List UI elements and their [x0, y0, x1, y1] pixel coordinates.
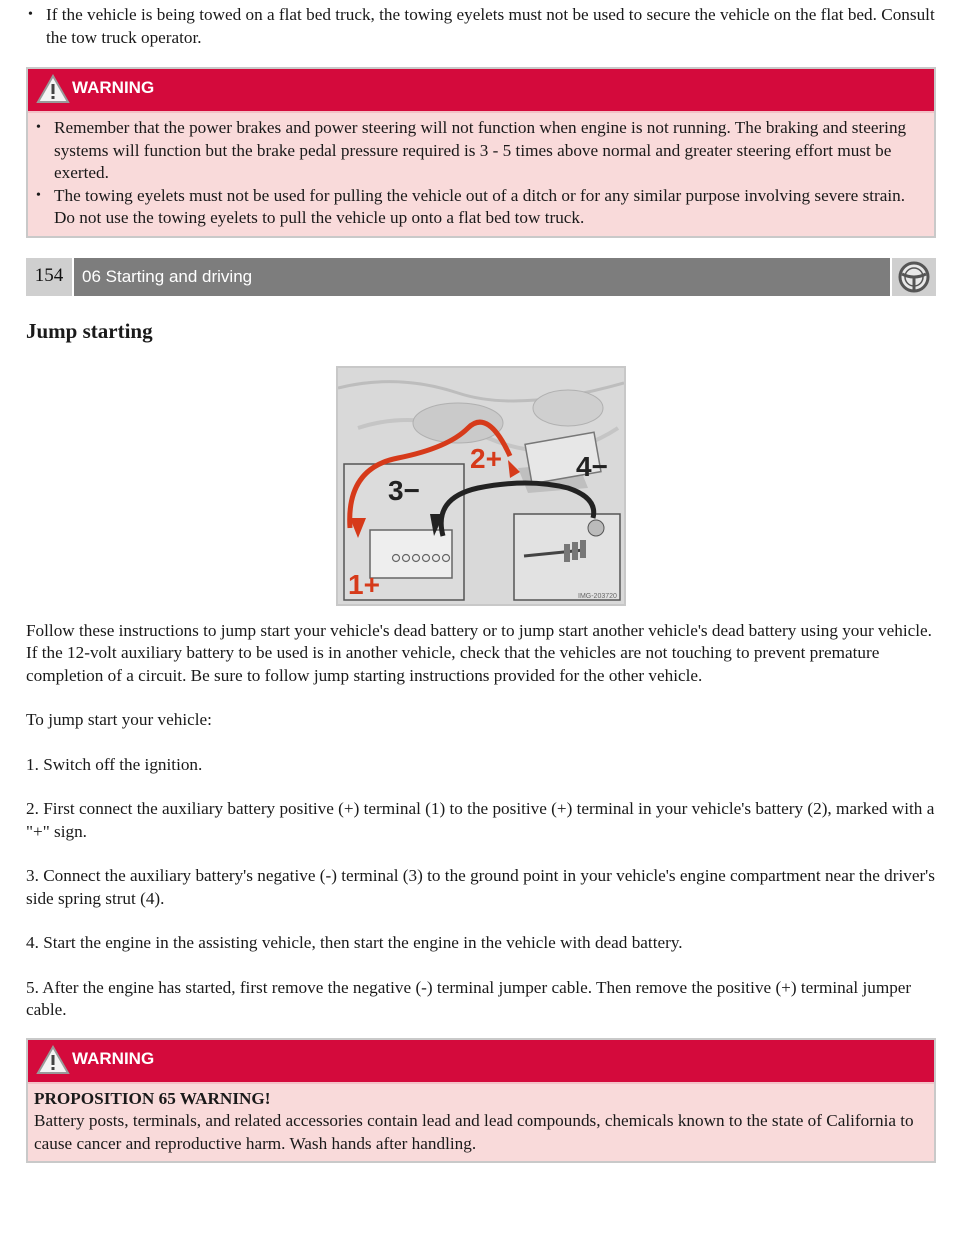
- steering-wheel-icon: [892, 258, 936, 296]
- intro-list: [26, 4, 936, 49]
- warning-heading: PROPOSITION 65 WARNING!: [34, 1088, 271, 1108]
- warning-header: [28, 1040, 934, 1084]
- warning-item: • The towing eyelets must not be used for pulling the vehicle out of a ditch or for any similar purpose involving severe strain. Do not use the towing eyelets to pull the vehicle up onto a flat bed tow truck.: [34, 185, 928, 230]
- warning-title: WARNING: [72, 1048, 155, 1068]
- warning-body: [28, 113, 934, 236]
- warning-body: [28, 1084, 934, 1162]
- warning-item: • Remember that the power brakes and power steering will not function when engine is not running. The braking and steering systems will function but the brake pedal pressure required is 3 - 5 times above normal and greater steering effort must be exerted.: [34, 117, 928, 185]
- intro-bullet-item: • If the vehicle is being towed on a flat bed truck, the towing eyelets must not be used to secure the vehicle on the flat bed. Consult the tow truck operator.: [26, 4, 936, 49]
- page-number: 154: [26, 258, 72, 296]
- chapter-title: 06 Starting and driving: [74, 258, 890, 296]
- figure-image-id: IMG-203720: [578, 592, 617, 600]
- paragraph: To jump start your vehicle:: [26, 710, 212, 729]
- jump-start-illustration: [336, 366, 626, 606]
- figure-label-2: 2+: [470, 442, 502, 474]
- warning-triangle-icon: [36, 74, 70, 104]
- figure-label-1: 1+: [348, 568, 380, 600]
- paragraph: Follow these instructions to jump start your vehicle's dead battery or to jump start another vehicle's dead battery using your vehicle. If the 12-volt auxiliary battery to be used is in another vehicle, check that the vehicles are not touching to prevent premature completion of a circuit. Be sure to follow jump starting instructions provided for the other vehicle.: [26, 620, 932, 685]
- engine-bay-diagram: [338, 368, 624, 604]
- figure-label-4: 4−: [576, 450, 608, 482]
- step-3: 3. Connect the auxiliary battery's negative (-) terminal (3) to the ground point in your vehicle's engine compartment near the driver's side spring strut (4).: [26, 866, 935, 908]
- section-heading: Jump starting: [26, 318, 153, 343]
- step-5: 5. After the engine has started, first remove the negative (-) terminal jumper cable. Then remove the positive (+) terminal jumper cable.: [26, 977, 912, 1019]
- figure-label-3: 3−: [388, 474, 420, 506]
- warning-box-prop65: [26, 1038, 936, 1164]
- warning-box-towing: [26, 67, 936, 238]
- step-2: 2. First connect the auxiliary battery positive (+) terminal (1) to the positive (+) terminal in your vehicle's battery (2), marked with a "+" sign.: [26, 799, 935, 841]
- step-1: 1. Switch off the ignition.: [26, 754, 203, 774]
- warning-triangle-icon: [36, 1045, 70, 1075]
- chapter-header-bar: [26, 258, 936, 296]
- warning-list: [34, 117, 928, 230]
- manual-page: [26, 5, 936, 1163]
- warning-header: [28, 69, 934, 113]
- warning-text: Battery posts, terminals, and related accessories contain lead and lead compounds, chemicals known to the state of California to cause cancer and reproductive harm. Wash hands after handling.: [34, 1111, 914, 1153]
- warning-title: WARNING: [72, 78, 155, 97]
- step-4: 4. Start the engine in the assisting vehicle, then start the engine in the vehicle with dead battery.: [26, 933, 683, 952]
